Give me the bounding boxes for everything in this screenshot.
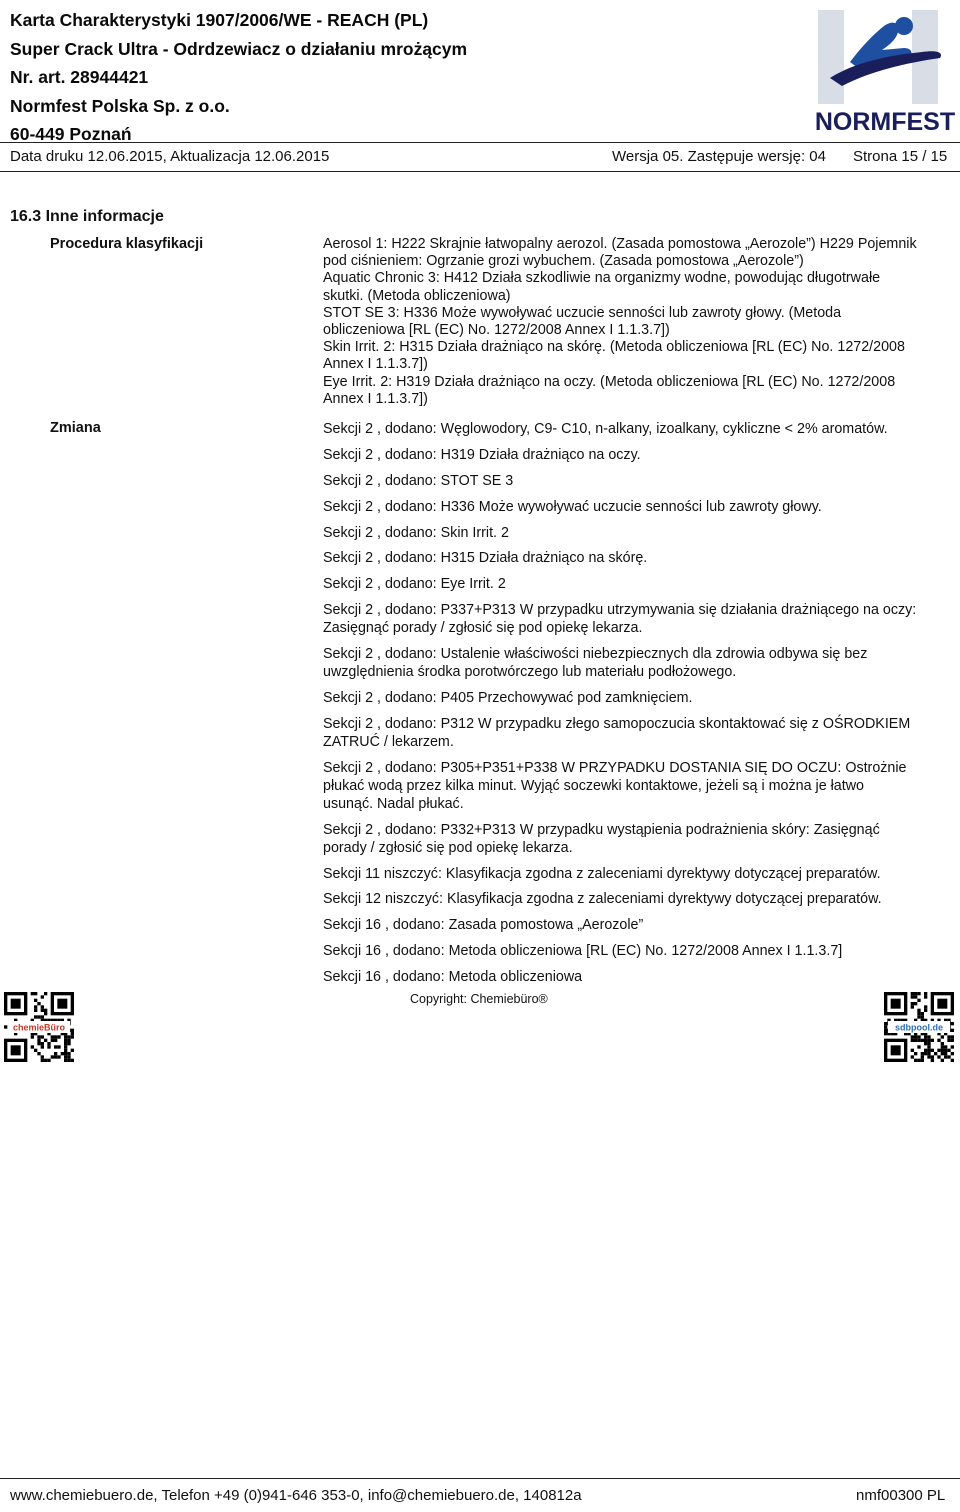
qr-label: chemieBüro xyxy=(12,1022,66,1033)
product-name: Super Crack Ultra - Odrdzewiacz o działaniu mrożącym xyxy=(10,38,468,59)
change-entry-line: porady / zgłosić się pod opiekę lekarza. xyxy=(323,839,573,856)
change-entry-line: Sekcji 2 , dodano: STOT SE 3 xyxy=(323,472,514,489)
change-entry-line: Sekcji 2 , dodano: Węglowodory, C9- C10, n-alkany, izoalkany, cykliczne < 2% aromatów. xyxy=(323,421,888,437)
change-entry xyxy=(323,689,959,707)
procedure-line: Annex I 1.1.3.7]) xyxy=(323,356,428,373)
change-entry-line: Sekcji 2 , dodano: H319 Działa drażniąco na oczy. xyxy=(323,446,641,463)
change-entry xyxy=(323,472,959,490)
change-entry-line: Zasięgnąć porady / zgłosić się pod opiekę lekarza. xyxy=(323,620,643,637)
procedure-text xyxy=(323,236,953,408)
section-title: 16.3 Inne informacje xyxy=(10,208,164,225)
change-entry-line: Sekcji 11 niszczyć: Klasyfikacja zgodna z zaleceniami dyrektywy dotyczącej preparatów. xyxy=(323,865,881,882)
change-entry xyxy=(323,498,959,516)
change-entry-line: Sekcji 16 , dodano: Metoda obliczeniowa [RL (EC) No. 1272/2008 Annex I 1.1.3.7] xyxy=(323,943,843,960)
logo-wordmark: NORMFEST xyxy=(814,108,956,136)
procedure-line: Aquatic Chronic 3: H412 Działa szkodliwie na organizmy wodne, powodując długotrwałe xyxy=(323,270,881,287)
change-entry-line: płukać wodą przez kilka minut. Wyjąć soczewki kontaktowe, jeżeli są i można je łatwo xyxy=(323,777,864,794)
change-entry-line: Sekcji 2 , dodano: P332+P313 W przypadku wystąpienia podrażnienia skóry: Zasięgnąć xyxy=(323,821,880,838)
qr-code-chemiebuero xyxy=(4,992,74,1062)
print-date: Data druku 12.06.2015, Aktualizacja 12.06.2015 xyxy=(10,148,330,165)
change-entry-line: uwzględnienia środka porotwórczego lub materiału podłożowego. xyxy=(323,664,737,681)
procedure-line: skutki. (Metoda obliczeniowa) xyxy=(323,287,511,304)
qr-label: sdbpool.de xyxy=(895,1022,943,1033)
procedure-line: obliczeniowa [RL (EC) No. 1272/2008 Annex I 1.1.3.7]) xyxy=(323,322,670,339)
change-entry-line: Sekcji 2 , dodano: P337+P313 W przypadku utrzymywania się działania drażniącego na oczy: xyxy=(323,602,917,619)
change-entry xyxy=(323,549,959,567)
change-entry-line: Sekcji 16 , dodano: Zasada pomostowa „Aerozole” xyxy=(323,917,644,934)
change-entry xyxy=(323,968,959,986)
procedure-label: Procedura klasyfikacji xyxy=(50,236,204,252)
logo-head xyxy=(895,17,913,35)
change-entry-line: Sekcji 2 , dodano: H336 Może wywoływać uczucie senności lub zawroty głowy. xyxy=(323,498,822,515)
document-code: nmf00300 PL xyxy=(856,1487,946,1504)
procedure-line: Annex I 1.1.3.7]) xyxy=(323,390,428,407)
company-city: 60-449 Poznań xyxy=(10,124,132,144)
meta-bar xyxy=(0,142,960,172)
change-entry xyxy=(323,916,959,934)
normfest-logo xyxy=(812,4,958,138)
change-entry xyxy=(323,420,959,438)
company-name: Normfest Polska Sp. z o.o. xyxy=(10,95,230,116)
procedure-line: Skin Irrit. 2: H315 Działa drażniąco na skórę. (Metoda obliczeniowa [RL (EC) No. 1272/2008 xyxy=(323,339,905,356)
change-label: Zmiana xyxy=(50,420,101,436)
change-entry xyxy=(323,821,959,857)
change-entry-line: Sekcji 2 , dodano: P312 W przypadku złego samopoczucia skontaktować się z OŚRODKIEM xyxy=(323,715,911,732)
page-number: Strona 15 / 15 xyxy=(853,148,948,165)
change-entry-line: Sekcji 12 niszczyć: Klasyfikacja zgodna z zaleceniami dyrektywy dotyczącej preparatów. xyxy=(323,891,882,908)
change-list xyxy=(323,420,959,994)
change-entry-line: ZATRUĆ / lekarzem. xyxy=(323,733,454,750)
change-entry xyxy=(323,890,959,908)
qr-code-sdbpool xyxy=(884,992,954,1062)
procedure-line: Eye Irrit. 2: H319 Działa drażniąco na oczy. (Metoda obliczeniowa [RL (EC) No. 1272/2008 xyxy=(323,373,896,390)
change-entry-line: Sekcji 2 , dodano: Skin Irrit. 2 xyxy=(323,524,509,541)
version-info: Wersja 05. Zastępuje wersję: 04 xyxy=(612,148,826,165)
change-entry-line: Sekcji 2 , dodano: P405 Przechowywać pod zamknięciem. xyxy=(323,690,693,707)
change-entry-line: Sekcji 2 , dodano: Eye Irrit. 2 xyxy=(323,576,506,593)
change-entry xyxy=(323,759,959,813)
document-title: Karta Charakterystyki 1907/2006/WE - REACH (PL) xyxy=(10,10,429,30)
change-entry-line: Sekcji 16 , dodano: Metoda obliczeniowa xyxy=(323,969,583,986)
change-entry-line: Sekcji 2 , dodano: P305+P351+P338 W PRZYPADKU DOSTANIA SIĘ DO OCZU: Ostrożnie xyxy=(323,759,907,776)
procedure-line: Aerosol 1: H222 Skrajnie łatwopalny aerozol. (Zasada pomostowa „Aerozole”) H229 Pojemnik xyxy=(323,236,917,252)
article-number: Nr. art. 28944421 xyxy=(10,67,149,87)
change-entry xyxy=(323,715,959,751)
change-entry-line: Sekcji 2 , dodano: Ustalenie właściwości niebezpiecznych dla zdrowia odbywa się bez xyxy=(323,646,868,663)
change-entry-line: usunąć. Nadal płukać. xyxy=(323,795,464,812)
procedure-line: STOT SE 3: H336 Może wywoływać uczucie senności lub zawroty głowy. (Metoda xyxy=(323,304,842,321)
change-entry xyxy=(323,645,959,681)
footer xyxy=(0,1478,960,1508)
footer-contact: www.chemiebuero.de, Telefon +49 (0)941-646 353-0, info@chemiebuero.de, 140812a xyxy=(10,1487,582,1504)
procedure-line: pod ciśnieniem: Ogrzanie grozi wybuchem. (Zasada pomostowa „Aerozole”) xyxy=(323,253,804,270)
change-entry xyxy=(323,524,959,542)
change-entry-line: Sekcji 2 , dodano: H315 Działa drażniąco na skórę. xyxy=(323,550,648,567)
change-entry xyxy=(323,942,959,960)
change-entry xyxy=(323,601,959,637)
change-entry xyxy=(323,575,959,593)
document-header xyxy=(10,6,467,149)
change-entry xyxy=(323,446,959,464)
copyright: Copyright: Chemiebüro® xyxy=(410,992,548,1006)
change-entry xyxy=(323,865,959,883)
logo-pillar-left xyxy=(818,10,844,104)
